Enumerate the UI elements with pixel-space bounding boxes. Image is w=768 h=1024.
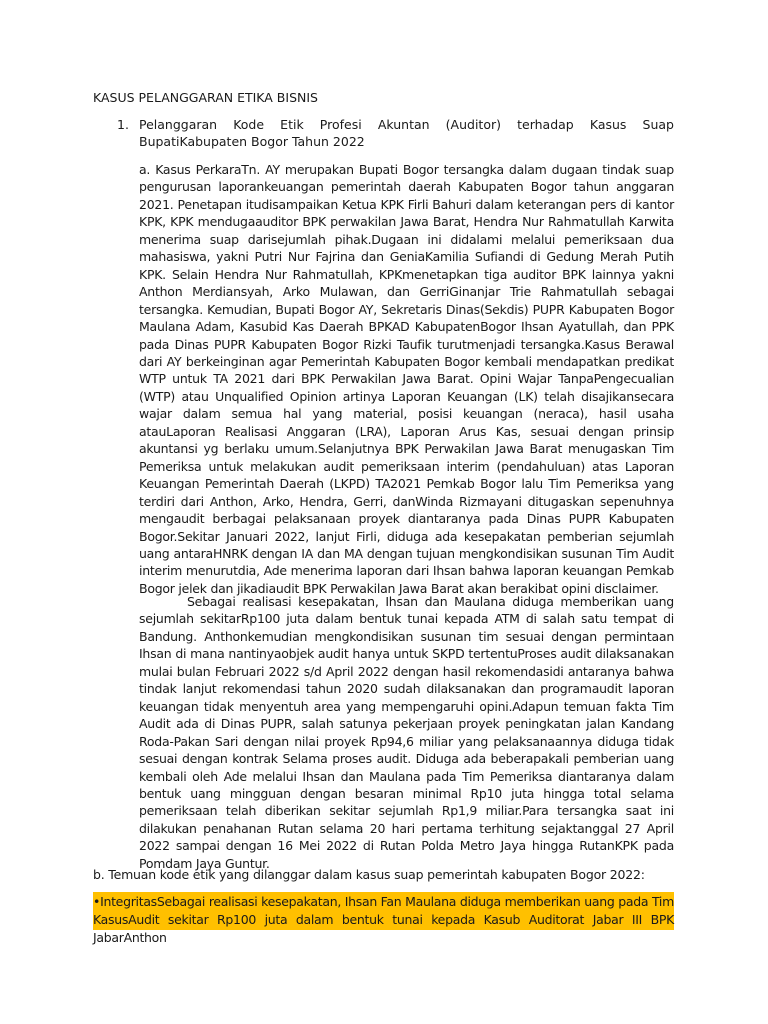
realization-paragraph: Sebagai realisasi kesepakatan, Ihsan dan Maulana diduga memberikan uang sejumlah sekitarRp100 juta dalam bentuk tunai kepada ATM di salah satu tempat di Bandung. Anthonkemudian mengkondisikan susunan tim sesuai dengan permintaan Ihsan di mana nantinyaobjek audit hanya untuk SKPD tertentuProses audit dilaksanakan mulai bulan Februari 2022 s/d April 2022 dengan hasil rekomendasidi antaranya bahwa tindak lanjut rekomendasi tahun 2020 sudah dilaksanakan dan programaudit laporan keuangan tidak menyentuh area yang mempengaruhi opini.Adapun temuan fakta Tim Audit ada di Dinas PUPR, salah satunya pekerjaan proyek peningkatan jalan Kandang Roda-Pakan Sari dengan nilai proyek Rp94,6 miliar yang pelaksanaannya diduga tidak sesuai dengan kontrak Selama proses audit. Diduga ada beberapakali pemberian uang kembali oleh Ade melalui Ihsan dan Maulana pada Tim Pemeriksa diantaranya dalam bentuk uang mingguan dengan besaran minimal Rp10 juta hingga total selama pemeriksaan telah diberikan sekitar sejumlah Rp1,9 miliar.Para tersangka saat ini dilakukan penahanan Rutan selama 20 hari pertama terhitung sejaktanggal 27 April 2022 sampai dengan 16 Mei 2022 di Rutan Polda Metro Jaya hingga RutanKPK pada Pomdam Jaya Guntur. xyxy=(139,594,674,871)
highlighted-integrity-text: •IntegritasSebagai realisasi kesepakatan, Ihsan Fan Maulana diduga memberikan uang pada Tim KasusAudit sekitar Rp100 juta dalam bentuk tunai kepada Kasub Auditorat Jabar III BPK JabarAnthon xyxy=(93,894,674,945)
ethics-findings-heading: b. Temuan kode etik yang dilanggar dalam kasus suap pemerintah kabupaten Bogor 2022: xyxy=(93,867,645,882)
list-item-number: 1. xyxy=(117,117,129,132)
list-item-title: Pelanggaran Kode Etik Profesi Akuntan (Auditor) terhadap Kasus Suap BupatiKabupaten Bogor Tahun 2022 xyxy=(139,117,674,150)
case-description-paragraph: a. Kasus PerkaraTn. AY merupakan Bupati Bogor tersangka dalam dugaan tindak suap pengurusan laporankeuangan pemerintah daerah Kabupaten Bogor tahun anggaran 2021. Penetapan itudisampaikan Ketua KPK Firli Bahuri dalam keterangan pers di kantor KPK, KPK mendugaauditor BPK perwakilan Jawa Barat, Hendra Nur Rahmatullah Karwita menerima suap darisejumlah pihak.Dugaan ini didalami melalui pemeriksaan dua mahasiswa, yakni Putri Nur Fajrina dan GeniaKamilia Sufiandi di Gedung Merah Putih KPK. Selain Hendra Nur Rahmatullah, KPKmenetapkan tiga auditor BPK lainnya yakni Anthon Merdiansyah, Arko Mulawan, dan GerriGinanjar Trie Rahmatullah sebagai tersangka. Kemudian, Bupati Bogor AY, Sekretaris Dinas(Sekdis) PUPR Kabupaten Bogor Maulana Adam, Kasubid Kas Daerah BPKAD KabupatenBogor Ihsan Ayatullah, dan PPK pada Dinas PUPR Kabupaten Bogor Rizki Taufik turutmenjadi tersangka.Kasus Berawal dari AY berkeinginan agar Pemerintah Kabupaten Bogor kembali mendapatkan predikat WTP untuk TA 2021 dari BPK Perwakilan Jawa Barat. Opini Wajar TanpaPengecualian (WTP) atau Unqualified Opinion artinya Laporan Keuangan (LK) telah disajikansecara wajar dalam semua hal yang material, posisi keuangan (neraca), hasil usaha atauLaporan Realisasi Anggaran (LRA), Laporan Arus Kas, sesuai dengan prinsip akuntansi yg berlaku umum.Selanjutnya BPK Perwakilan Jawa Barat menugaskan Tim Pemeriksa untuk melakukan audit pemeriksaan interim (pendahuluan) atas Laporan Keuangan Pemerintah Daerah (LKPD) TA2021 Pemkab Bogor lalu Tim Pemeriksa yang terdiri dari Anthon, Arko, Hendra, Gerri, danWinda Rizmayani ditugaskan sepenuhnya mengaudit berbagai pelaksanaan proyek diantaranya pada Dinas PUPR Kabupaten Bogor.Sekitar Januari 2022, lanjut Firli, diduga ada kesepakatan pemberian sejumlah uang antaraHNRK dengan IA dan MA dengan tujuan mengkondisikan susunan Tim Audit interim menurutdia, Ade menerima laporan dari Ihsan bahwa laporan keuangan Pemkab Bogor jelek dan jikadiaudit BPK Perwakilan Jawa Barat akan berakibat opini disclaimer. xyxy=(139,162,674,596)
document-title: KASUS PELANGGARAN ETIKA BISNIS xyxy=(93,90,318,105)
